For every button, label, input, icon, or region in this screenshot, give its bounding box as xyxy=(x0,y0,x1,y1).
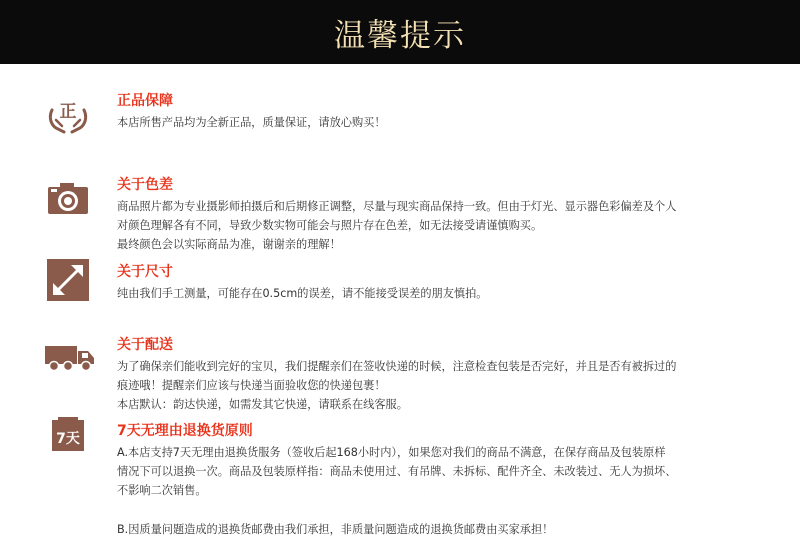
section-line: 不影响二次销售。 xyxy=(117,484,207,497)
section-line: 纯由我们手工测量，可能存在0.5cm的误差，请不能接受误差的朋友慎拍。 xyxy=(117,287,488,300)
section-line: A.本店支持7天无理由退换货服务（签收后起168小时内），如果您对我们的商品不满意，在保存商品及包装原样 xyxy=(117,446,666,459)
seven-day-return-icon xyxy=(46,415,90,455)
genuine-icon-glyph: 正 xyxy=(59,102,77,122)
section-line: 情况下可以退换一次。商品及包装原样指：商品未使用过、有吊牌、未拆标、配件齐全、未改装过、无人为损坏、 xyxy=(117,465,677,478)
section-heading: 关于色差 xyxy=(117,177,173,193)
truck-icon xyxy=(44,338,96,378)
page-title: 温馨提示 xyxy=(334,17,466,54)
section-line: 本店所售产品均为全新正品，质量保证，请放心购买！ xyxy=(117,116,386,129)
section-line: 为了确保亲们能收到完好的宝贝，我们提醒亲们在签收快递的时候，注意检查包装是否完好，并且是否有被拆过的 xyxy=(117,360,677,373)
camera-icon xyxy=(46,178,90,218)
section-line: 最终颜色会以实际商品为准，谢谢亲的理解！ xyxy=(117,238,341,251)
resize-arrow-icon xyxy=(46,260,90,300)
section-heading: 关于配送 xyxy=(117,337,173,353)
section-heading: 正品保障 xyxy=(117,93,173,109)
genuine-hands-icon xyxy=(46,98,90,138)
header-banner xyxy=(0,0,800,64)
section-line: 本店默认：韵达快递，如需发其它快递，请联系在线客服。 xyxy=(117,398,408,411)
section-heading: 关于尺寸 xyxy=(117,264,173,280)
section-line: 商品照片都为专业摄影师拍摄后和后期修正调整，尽量与现实商品保持一致。但由于灯光、显示器色彩偏差及个人 xyxy=(117,200,677,213)
section-line: B.因质量问题造成的退换货邮费由我们承担，非质量问题造成的退换货邮费由买家承担！ xyxy=(117,523,554,536)
section-line: 对颜色理解各有不同，导致少数实物可能会与照片存在色差，如无法接受请谨慎购买。 xyxy=(117,219,543,232)
return-icon-glyph: 7天 xyxy=(56,431,80,447)
section-line: 痕迹哦！提醒亲们应该与快递当面验收您的快递包裹！ xyxy=(117,379,386,392)
section-heading: 7天无理由退换货原则 xyxy=(117,423,253,439)
